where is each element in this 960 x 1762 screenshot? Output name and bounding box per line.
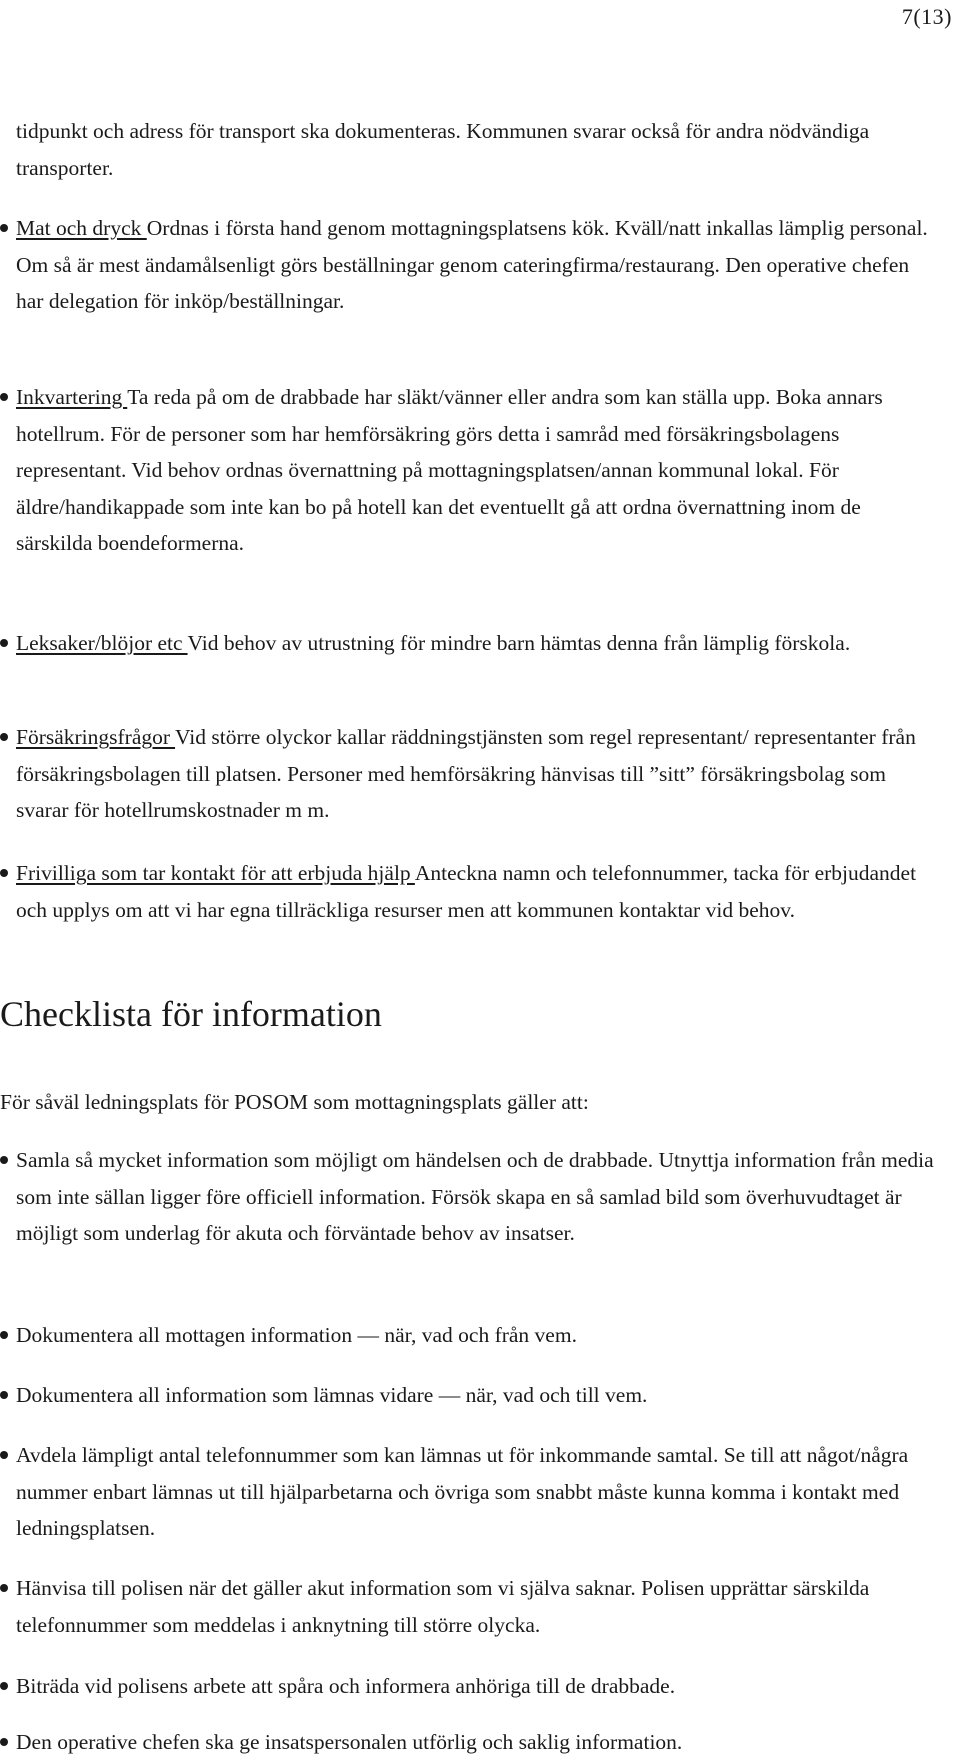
bullet-icon [0, 639, 8, 647]
list-item [16, 1724, 936, 1761]
item-text: Dokumentera all mottagen information — när, vad och från vem. [16, 1323, 577, 1347]
list-item [16, 1570, 936, 1643]
list-item-lodging [16, 379, 936, 562]
page-number: 7(13) [901, 4, 952, 29]
list-item [16, 1377, 936, 1414]
item-text: Den operative chefen ska ge insatspersonalen utförlig och saklig information. [16, 1730, 683, 1754]
list-item-food [16, 210, 936, 320]
item-lead: Försäkringsfrågor [16, 725, 176, 749]
item-text: Ordnas i första hand genom mottagningsplatsens kök. Kväll/natt inkallas lämplig personal. Om så är mest ändamålsenligt görs beställningar genom cateringfirma/restaurang. Den operative chefen har delegation för inköp/beställningar. [16, 216, 928, 313]
item-lead: Mat och dryck [16, 216, 147, 240]
section-intro: För såväl ledningsplats för POSOM som mottagningsplats gäller att: [0, 1090, 589, 1114]
bullet-icon [0, 1738, 8, 1746]
bullet-icon [0, 1391, 8, 1399]
list-item-volunteers [16, 855, 936, 928]
item-text: Anteckna namn och telefonnummer, tacka för erbjudandet och upplys om att vi har egna tillräckliga resurser men att kommunen kontaktar vid behov. [16, 861, 917, 922]
bullet-icon [0, 1682, 8, 1690]
list-item [16, 1142, 936, 1252]
list-item-insurance [16, 719, 936, 829]
list-item [16, 1668, 936, 1705]
list-item-toys [16, 625, 936, 662]
item-text: Avdela lämpligt antal telefonnummer som kan lämnas ut för inkommande samtal. Se till att något/några nummer enbart lämnas ut till hjälparbetarna och övriga som snabbt måste kunna komma i kontakt med ledningsplatsen. [16, 1443, 909, 1540]
item-lead: Inkvartering [16, 385, 128, 409]
item-lead: Leksaker/blöjor etc [16, 631, 188, 655]
item-text: Vid större olyckor kallar räddningstjänsten som regel representant/ representanter från försäkringsbolagen till platsen. Personer med hemförsäkring hänvisas till ”sitt” försäkringsbolag som svarar för hotellrumskostnader m m. [16, 725, 916, 822]
item-text: Biträda vid polisens arbete att spåra och informera anhöriga till de drabbade. [16, 1674, 676, 1698]
bullet-icon [0, 224, 8, 232]
list-item [16, 1317, 936, 1354]
bullet-icon [0, 1156, 8, 1164]
bullet-icon [0, 869, 8, 877]
item-text: Samla så mycket information som möjligt om händelsen och de drabbade. Utnyttja information från media som inte sällan ligger före officiell information. Försök skapa en så samlad bild som överhuvudtaget är möjligt som underlag för akuta och förväntade behov av insatser. [16, 1148, 934, 1245]
item-lead: Frivilliga som tar kontakt för att erbjuda hjälp [16, 861, 415, 885]
list-item [16, 1437, 936, 1547]
item-text: Dokumentera all information som lämnas vidare — när, vad och till vem. [16, 1383, 648, 1407]
intro-paragraph: tidpunkt och adress för transport ska dokumenteras. Kommunen svarar också för andra nödvändiga transporter. [16, 119, 870, 180]
bullet-icon [0, 393, 8, 401]
item-text: Hänvisa till polisen när det gäller akut information som vi själva saknar. Polisen upprättar särskilda telefonnummer som meddelas i anknytning till större olycka. [16, 1576, 870, 1637]
section-heading: Checklista för information [0, 994, 382, 1034]
item-text: Ta reda på om de drabbade har släkt/vänner eller andra som kan ställa upp. Boka annars hotellrum. För de personer som har hemförsäkring görs detta i samråd med försäkringsbolagens representant. Vid behov ordnas övernattning på mottagningsplatsen/annan kommunal lokal. För äldre/handikappade som inte kan bo på hotell kan det eventuellt gå att ordna övernattning inom de särskilda boendeformerna. [16, 385, 883, 555]
bullet-icon [0, 1331, 8, 1339]
bullet-icon [0, 1451, 8, 1459]
bullet-icon [0, 1584, 8, 1592]
bullet-icon [0, 733, 8, 741]
item-text: Vid behov av utrustning för mindre barn hämtas denna från lämplig förskola. [187, 631, 851, 655]
